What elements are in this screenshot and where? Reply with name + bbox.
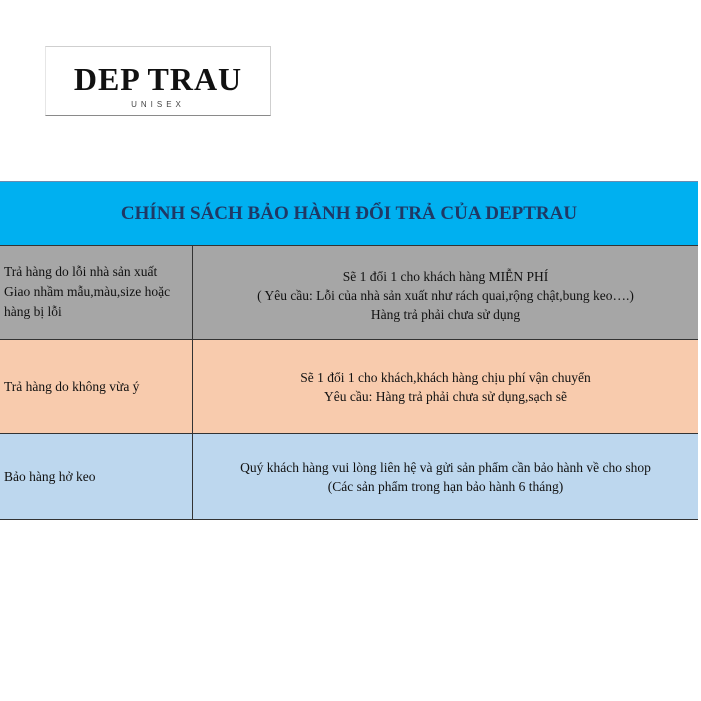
condition-line: hàng bị lỗi: [4, 304, 62, 319]
condition-line: Giao nhầm mẫu,màu,size hoặc: [4, 284, 171, 299]
detail-line: Hàng trả phải chưa sử dụng: [370, 307, 521, 322]
detail-line: Sẽ 1 đổi 1 cho khách hàng MIỄN PHÍ: [342, 269, 549, 284]
detail-line: Yêu cầu: Hàng trả phải chưa sử dụng,sạch sẽ: [324, 388, 567, 404]
brand-name: DEP TRAU: [73, 61, 243, 97]
detail-cell: [193, 246, 698, 339]
detail-line: Quý khách hàng vui lòng liên hệ và gửi sản phẩm cần bảo hành về cho shop: [240, 459, 651, 475]
detail-line: Sẽ 1 đổi 1 cho khách,khách hàng chịu phí vận chuyển: [300, 369, 591, 385]
condition-line: Bảo hàng hở keo: [4, 468, 96, 484]
warranty-policy-table: [0, 181, 698, 520]
brand-tagline: UNISEX: [131, 100, 185, 109]
brand-logo: [45, 46, 271, 116]
condition-cell: [0, 434, 193, 519]
condition-line: Trả hàng do không vừa ý: [4, 378, 140, 394]
condition-line: Trả hàng do lỗi nhà sản xuất: [4, 264, 158, 279]
detail-cell: [193, 340, 698, 433]
detail-cell: [193, 434, 698, 519]
detail-line: ( Yêu cầu: Lỗi của nhà sản xuất như rách quai,rộng chật,bung keo….): [257, 288, 634, 303]
policy-title: CHÍNH SÁCH BẢO HÀNH ĐỔI TRẢ CỦA DEPTRAU: [120, 202, 578, 224]
policy-title-bar: [0, 182, 698, 246]
table-row: [0, 434, 698, 520]
table-row: [0, 246, 698, 340]
table-row: [0, 340, 698, 434]
detail-line: (Các sản phẩm trong hạn bảo hành 6 tháng): [327, 478, 564, 494]
condition-cell: [0, 340, 193, 433]
condition-cell: [0, 246, 193, 339]
